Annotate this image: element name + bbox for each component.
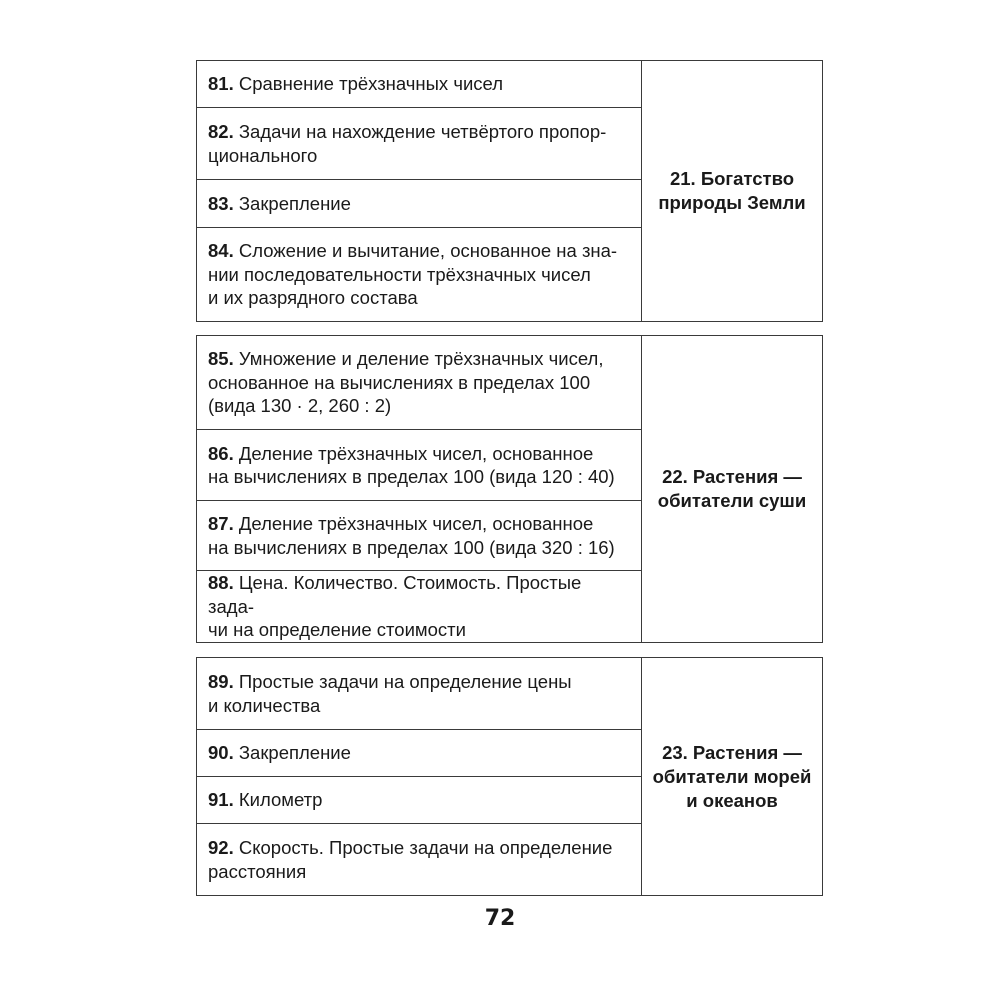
lesson-86	[197, 430, 641, 501]
lesson-92	[197, 824, 641, 895]
lesson-number: 86.	[208, 442, 234, 464]
lesson-number: 82.	[208, 121, 234, 142]
lesson-number: 81.	[208, 73, 234, 95]
lesson-title: Простые задачи на определение цены и количества	[208, 671, 572, 716]
lesson-title: Умножение и деление трёхзначных чисел, основанное на вычислениях в пределах 100 (вида 130 · 2, 260 : 2)	[208, 348, 604, 417]
lesson-91	[197, 777, 641, 824]
lesson-87	[197, 501, 641, 572]
lesson-number: 85.	[208, 348, 234, 370]
lesson-title: Сложение и вычитание, основанное на зна- нии последовательности трёхзначных чисел и их разрядного состава	[208, 240, 618, 309]
lesson-title: Деление трёхзначных чисел, основанное на вычислениях в пределах 100 (вида 120 : 40)	[208, 442, 615, 488]
lesson-block-22	[196, 335, 823, 643]
topic-title: 22. Растения — обитатели суши	[657, 466, 807, 511]
topic-cell	[642, 658, 822, 895]
lesson-block-23	[196, 657, 823, 896]
lesson-83	[197, 180, 641, 228]
topic-title: 21. Богатство природы Земли	[658, 168, 806, 213]
lesson-list	[197, 658, 642, 895]
lesson-85	[197, 336, 641, 430]
lesson-list	[197, 336, 642, 642]
lesson-88	[197, 571, 641, 642]
lesson-number: 87.	[208, 513, 234, 535]
topic-cell	[642, 336, 822, 642]
lesson-title: Задачи на нахождение четвёртого пропор- ционального	[208, 121, 607, 166]
topic-cell	[642, 61, 822, 321]
lesson-84	[197, 228, 641, 321]
lesson-89	[197, 658, 641, 730]
lesson-82	[197, 108, 641, 180]
lesson-number: 91.	[208, 789, 234, 811]
topic-title: 23. Растения — обитатели морей и океанов	[652, 741, 812, 811]
lesson-81	[197, 61, 641, 108]
lesson-title: Деление трёхзначных чисел, основанное на вычислениях в пределах 100 (вида 320 : 16)	[208, 513, 615, 558]
lesson-number: 88.	[208, 572, 234, 594]
lesson-number: 83.	[208, 192, 234, 214]
lesson-list	[197, 61, 642, 321]
lesson-title: Закрепление	[238, 742, 351, 764]
lesson-number: 84.	[208, 240, 234, 262]
lesson-title: Сравнение трёхзначных чисел	[238, 73, 504, 95]
page-number: 72	[484, 906, 516, 931]
lesson-title: Цена. Количество. Стоимость. Простые зада- чи на определение стоимости	[208, 572, 582, 641]
lesson-title: Закрепление	[238, 192, 351, 214]
lesson-block-21	[196, 60, 823, 322]
lesson-90	[197, 730, 641, 777]
lesson-number: 90.	[208, 742, 234, 764]
lesson-number: 89.	[208, 671, 234, 692]
lesson-title: Скорость. Простые задачи на определение расстояния	[208, 837, 613, 882]
lesson-number: 92.	[208, 837, 234, 858]
lesson-title: Километр	[238, 789, 323, 811]
